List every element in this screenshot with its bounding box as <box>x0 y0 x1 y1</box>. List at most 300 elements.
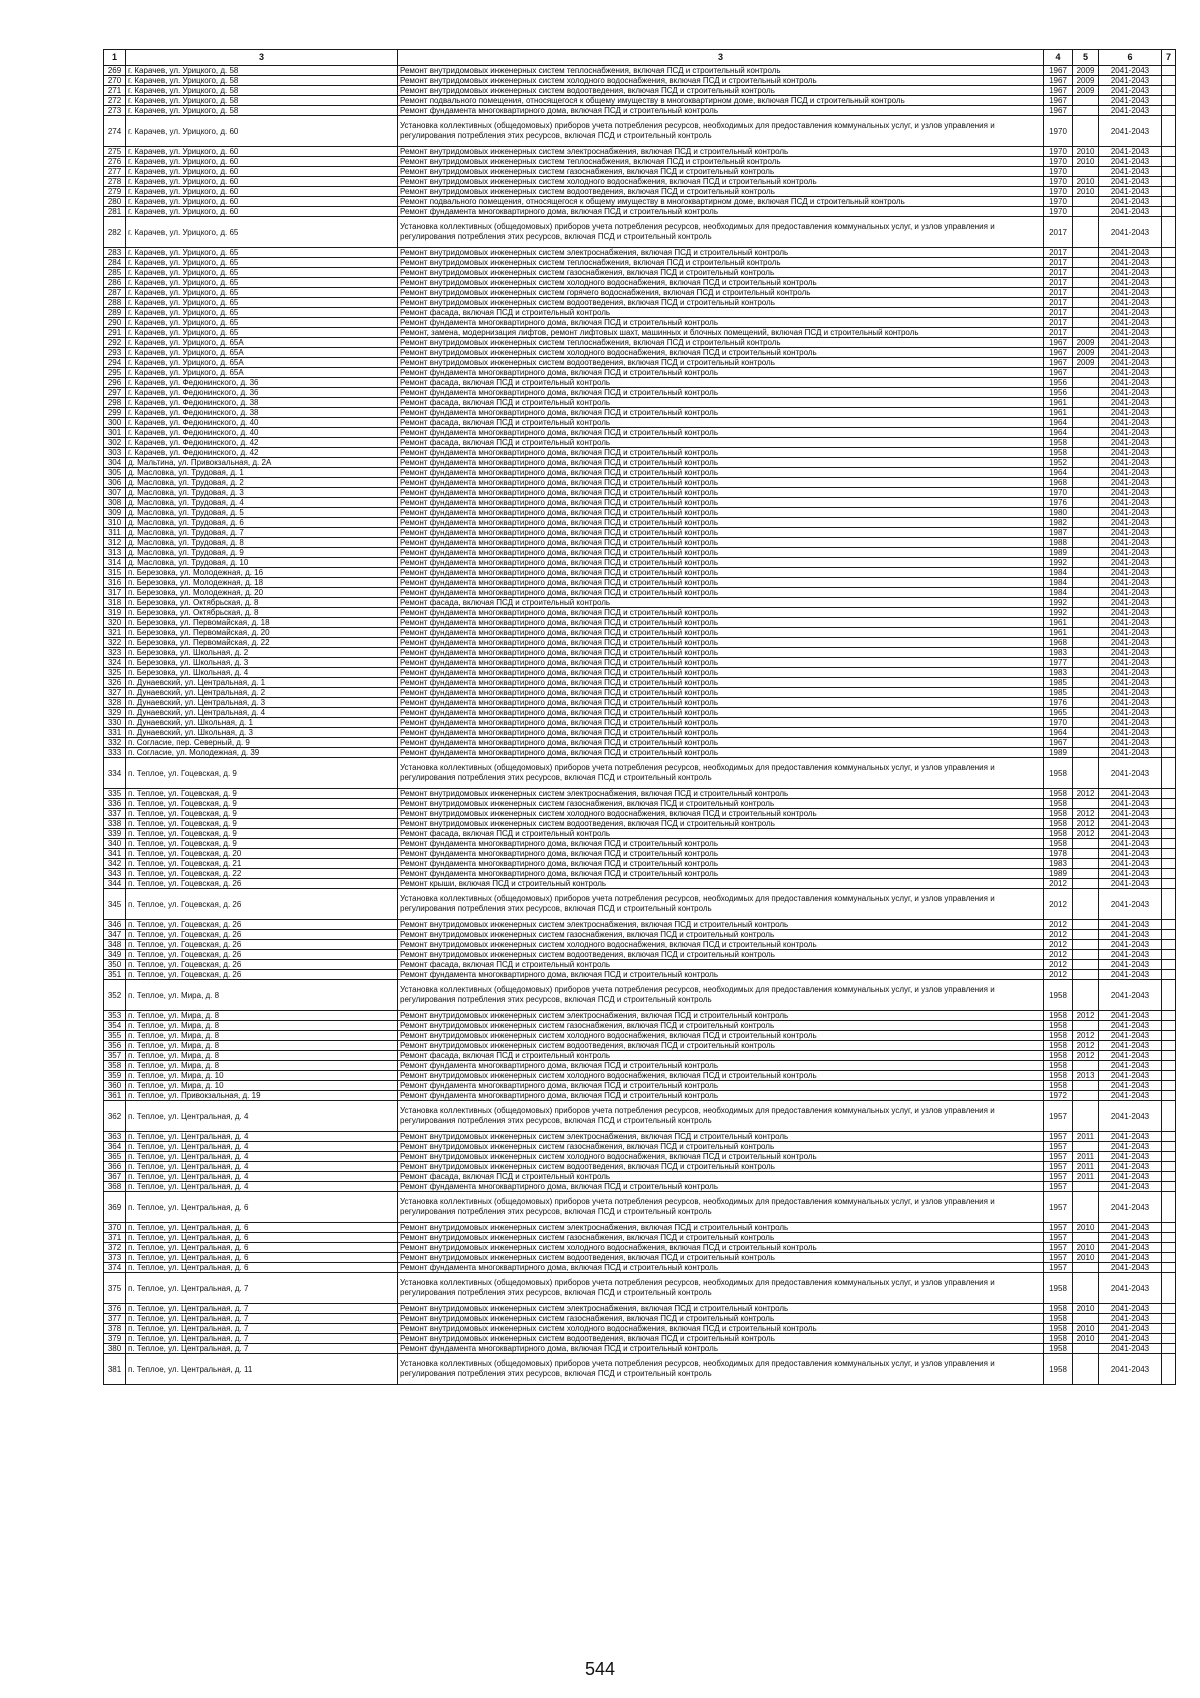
planned-period-cell: 2041-2043 <box>1099 879 1162 889</box>
year-built-cell: 2017 <box>1044 248 1073 258</box>
col7-cell <box>1162 518 1176 528</box>
row-number-cell: 290 <box>104 318 126 328</box>
planned-period-cell: 2041-2043 <box>1099 578 1162 588</box>
year-last-repair-cell <box>1073 116 1099 147</box>
row-number-cell: 279 <box>104 187 126 197</box>
work-description-cell: Ремонт внутридомовых инженерных систем теплоснабжения, включая ПСД и строительный контроль <box>398 157 1044 167</box>
row-number-cell: 360 <box>104 1081 126 1091</box>
year-last-repair-cell <box>1073 578 1099 588</box>
year-built-cell: 1983 <box>1044 668 1073 678</box>
table-row <box>104 568 1176 578</box>
table-row <box>104 829 1176 839</box>
col7-cell <box>1162 678 1176 688</box>
year-last-repair-cell <box>1073 1273 1099 1304</box>
year-last-repair-cell: 2009 <box>1073 358 1099 368</box>
year-built-cell: 1956 <box>1044 388 1073 398</box>
col7-cell <box>1162 1031 1176 1041</box>
planned-period-cell: 2041-2043 <box>1099 368 1162 378</box>
planned-period-cell: 2041-2043 <box>1099 388 1162 398</box>
work-description-cell: Ремонт фасада, включая ПСД и строительный контроль <box>398 438 1044 448</box>
year-last-repair-cell: 2012 <box>1073 1041 1099 1051</box>
work-description-cell: Ремонт фундамента многоквартирного дома, включая ПСД и строительный контроль <box>398 318 1044 328</box>
planned-period-cell: 2041-2043 <box>1099 1021 1162 1031</box>
year-last-repair-cell <box>1073 708 1099 718</box>
row-number-cell: 374 <box>104 1263 126 1273</box>
address-cell: п. Березовка, ул. Октябрьская, д. 8 <box>126 598 398 608</box>
year-built-cell: 1958 <box>1044 1031 1073 1041</box>
address-cell: г. Карачев, ул. Урицкого, д. 65А <box>126 338 398 348</box>
address-cell: п. Теплое, ул. Гоцевская, д. 22 <box>126 869 398 879</box>
col7-cell <box>1162 1071 1176 1081</box>
year-built-cell: 1970 <box>1044 187 1073 197</box>
work-description-cell: Ремонт фундамента многоквартирного дома, включая ПСД и строительный контроль <box>398 568 1044 578</box>
col7-cell <box>1162 458 1176 468</box>
year-built-cell: 1958 <box>1044 1273 1073 1304</box>
table-row <box>104 970 1176 980</box>
table-row <box>104 548 1176 558</box>
address-cell: п. Теплое, ул. Центральная, д. 4 <box>126 1162 398 1172</box>
year-built-cell: 1957 <box>1044 1101 1073 1132</box>
address-cell: д. Масловка, ул. Трудовая, д. 10 <box>126 558 398 568</box>
table-row <box>104 248 1176 258</box>
planned-period-cell: 2041-2043 <box>1099 147 1162 157</box>
table-row <box>104 1344 1176 1354</box>
col7-cell <box>1162 789 1176 799</box>
row-number-cell: 329 <box>104 708 126 718</box>
year-last-repair-cell: 2010 <box>1073 147 1099 157</box>
row-number-cell: 359 <box>104 1071 126 1081</box>
table-row <box>104 528 1176 538</box>
year-last-repair-cell <box>1073 859 1099 869</box>
table-row <box>104 1182 1176 1192</box>
work-description-cell: Установка коллективных (общедомовых) приборов учета потребления ресурсов, необходимых для предоставления коммунальных услуг, и узлов управления и регулирования потребления этих ресурсов, включая ПСД и строительный контроль <box>398 758 1044 789</box>
planned-period-cell: 2041-2043 <box>1099 1132 1162 1142</box>
address-cell: п. Теплое, ул. Гоцевская, д. 9 <box>126 839 398 849</box>
address-cell: п. Дунаевский, ул. Центральная, д. 4 <box>126 708 398 718</box>
work-description-cell: Ремонт фундамента многоквартирного дома, включая ПСД и строительный контроль <box>398 638 1044 648</box>
table-row <box>104 859 1176 869</box>
planned-period-cell: 2041-2043 <box>1099 318 1162 328</box>
address-cell: п. Теплое, ул. Гоцевская, д. 9 <box>126 809 398 819</box>
work-description-cell: Ремонт внутридомовых инженерных систем холодного водоснабжения, включая ПСД и строительный контроль <box>398 1031 1044 1041</box>
address-cell: г. Карачев, ул. Урицкого, д. 65 <box>126 288 398 298</box>
col7-cell <box>1162 1101 1176 1132</box>
address-cell: г. Карачев, ул. Урицкого, д. 60 <box>126 116 398 147</box>
year-built-cell: 1970 <box>1044 177 1073 187</box>
planned-period-cell: 2041-2043 <box>1099 76 1162 86</box>
table-row <box>104 488 1176 498</box>
planned-period-cell: 2041-2043 <box>1099 758 1162 789</box>
year-last-repair-cell <box>1073 678 1099 688</box>
year-built-cell: 1958 <box>1044 1021 1073 1031</box>
year-built-cell: 2012 <box>1044 960 1073 970</box>
planned-period-cell: 2041-2043 <box>1099 518 1162 528</box>
table-row <box>104 628 1176 638</box>
address-cell: г. Карачев, ул. Федюнинского, д. 38 <box>126 398 398 408</box>
work-description-cell: Ремонт фундамента многоквартирного дома, включая ПСД и строительный контроль <box>398 106 1044 116</box>
year-last-repair-cell <box>1073 268 1099 278</box>
col7-cell <box>1162 588 1176 598</box>
header-cell-col6: 6 <box>1099 50 1162 66</box>
col7-cell <box>1162 1233 1176 1243</box>
address-cell: п. Березовка, ул. Школьная, д. 3 <box>126 658 398 668</box>
year-last-repair-cell <box>1073 248 1099 258</box>
col7-cell <box>1162 960 1176 970</box>
year-built-cell: 1964 <box>1044 428 1073 438</box>
table-row <box>104 1243 1176 1253</box>
col7-cell <box>1162 568 1176 578</box>
year-built-cell: 1967 <box>1044 338 1073 348</box>
planned-period-cell: 2041-2043 <box>1099 1192 1162 1223</box>
work-description-cell: Ремонт внутридомовых инженерных систем электроснабжения, включая ПСД и строительный контроль <box>398 789 1044 799</box>
year-built-cell: 1983 <box>1044 859 1073 869</box>
address-cell: г. Карачев, ул. Урицкого, д. 65А <box>126 348 398 358</box>
row-number-cell: 346 <box>104 920 126 930</box>
row-number-cell: 377 <box>104 1314 126 1324</box>
address-cell: п. Теплое, ул. Центральная, д. 7 <box>126 1314 398 1324</box>
planned-period-cell: 2041-2043 <box>1099 438 1162 448</box>
planned-period-cell: 2041-2043 <box>1099 66 1162 76</box>
table-row <box>104 438 1176 448</box>
year-built-cell: 1957 <box>1044 1152 1073 1162</box>
year-last-repair-cell <box>1073 658 1099 668</box>
col7-cell <box>1162 758 1176 789</box>
row-number-cell: 307 <box>104 488 126 498</box>
row-number-cell: 354 <box>104 1021 126 1031</box>
col7-cell <box>1162 799 1176 809</box>
table-row <box>104 398 1176 408</box>
year-built-cell: 1967 <box>1044 106 1073 116</box>
planned-period-cell: 2041-2043 <box>1099 1253 1162 1263</box>
table-row <box>104 217 1176 248</box>
planned-period-cell: 2041-2043 <box>1099 869 1162 879</box>
row-number-cell: 281 <box>104 207 126 217</box>
row-number-cell: 295 <box>104 368 126 378</box>
work-description-cell: Ремонт внутридомовых инженерных систем холодного водоснабжения, включая ПСД и строительный контроль <box>398 1071 1044 1081</box>
table-row <box>104 869 1176 879</box>
row-number-cell: 321 <box>104 628 126 638</box>
year-built-cell: 1982 <box>1044 518 1073 528</box>
table-row <box>104 1061 1176 1071</box>
year-last-repair-cell <box>1073 588 1099 598</box>
year-last-repair-cell <box>1073 980 1099 1011</box>
year-last-repair-cell <box>1073 688 1099 698</box>
planned-period-cell: 2041-2043 <box>1099 1172 1162 1182</box>
row-number-cell: 269 <box>104 66 126 76</box>
address-cell: п. Теплое, ул. Центральная, д. 6 <box>126 1243 398 1253</box>
planned-period-cell: 2041-2043 <box>1099 167 1162 177</box>
col7-cell <box>1162 468 1176 478</box>
row-number-cell: 283 <box>104 248 126 258</box>
row-number-cell: 376 <box>104 1304 126 1314</box>
year-last-repair-cell: 2012 <box>1073 809 1099 819</box>
address-cell: г. Карачев, ул. Урицкого, д. 65А <box>126 368 398 378</box>
year-last-repair-cell: 2012 <box>1073 789 1099 799</box>
table-row <box>104 648 1176 658</box>
row-number-cell: 356 <box>104 1041 126 1051</box>
planned-period-cell: 2041-2043 <box>1099 638 1162 648</box>
planned-period-cell: 2041-2043 <box>1099 1233 1162 1243</box>
col7-cell <box>1162 348 1176 358</box>
header-cell-col4: 4 <box>1044 50 1073 66</box>
year-built-cell: 1961 <box>1044 408 1073 418</box>
year-built-cell: 1970 <box>1044 116 1073 147</box>
address-cell: г. Карачев, ул. Урицкого, д. 60 <box>126 207 398 217</box>
col7-cell <box>1162 920 1176 930</box>
row-number-cell: 372 <box>104 1243 126 1253</box>
row-number-cell: 293 <box>104 348 126 358</box>
table-row <box>104 368 1176 378</box>
year-built-cell: 1958 <box>1044 1081 1073 1091</box>
work-description-cell: Ремонт внутридомовых инженерных систем электроснабжения, включая ПСД и строительный контроль <box>398 1223 1044 1233</box>
year-built-cell: 2012 <box>1044 970 1073 980</box>
address-cell: г. Карачев, ул. Урицкого, д. 65 <box>126 308 398 318</box>
col7-cell <box>1162 308 1176 318</box>
planned-period-cell: 2041-2043 <box>1099 568 1162 578</box>
table-row <box>104 1334 1176 1344</box>
address-cell: п. Дунаевский, ул. Школьная, д. 1 <box>126 718 398 728</box>
year-built-cell: 1967 <box>1044 368 1073 378</box>
row-number-cell: 380 <box>104 1344 126 1354</box>
address-cell: д. Масловка, ул. Трудовая, д. 2 <box>126 478 398 488</box>
address-cell: п. Теплое, ул. Гоцевская, д. 26 <box>126 940 398 950</box>
work-description-cell: Установка коллективных (общедомовых) приборов учета потребления ресурсов, необходимых для предоставления коммунальных услуг, и узлов управления и регулирования потребления этих ресурсов, включая ПСД и строительный контроль <box>398 980 1044 1011</box>
table-row <box>104 598 1176 608</box>
col7-cell <box>1162 1061 1176 1071</box>
year-built-cell: 2012 <box>1044 950 1073 960</box>
address-cell: г. Карачев, ул. Урицкого, д. 58 <box>126 76 398 86</box>
year-last-repair-cell <box>1073 1344 1099 1354</box>
year-built-cell: 1957 <box>1044 1263 1073 1273</box>
planned-period-cell: 2041-2043 <box>1099 748 1162 758</box>
table-row <box>104 879 1176 889</box>
row-number-cell: 330 <box>104 718 126 728</box>
col7-cell <box>1162 278 1176 288</box>
col7-cell <box>1162 1192 1176 1223</box>
col7-cell <box>1162 930 1176 940</box>
row-number-cell: 323 <box>104 648 126 658</box>
address-cell: г. Карачев, ул. Федюнинского, д. 38 <box>126 408 398 418</box>
address-cell: д. Масловка, ул. Трудовая, д. 7 <box>126 528 398 538</box>
planned-period-cell: 2041-2043 <box>1099 478 1162 488</box>
address-cell: г. Карачев, ул. Урицкого, д. 58 <box>126 66 398 76</box>
table-row <box>104 298 1176 308</box>
planned-period-cell: 2041-2043 <box>1099 508 1162 518</box>
address-cell: п. Теплое, ул. Центральная, д. 7 <box>126 1334 398 1344</box>
row-number-cell: 369 <box>104 1192 126 1223</box>
year-last-repair-cell <box>1073 1314 1099 1324</box>
address-cell: г. Карачев, ул. Федюнинского, д. 42 <box>126 448 398 458</box>
planned-period-cell: 2041-2043 <box>1099 1263 1162 1273</box>
address-cell: г. Карачев, ул. Урицкого, д. 65 <box>126 258 398 268</box>
row-number-cell: 342 <box>104 859 126 869</box>
year-last-repair-cell <box>1073 668 1099 678</box>
row-number-cell: 287 <box>104 288 126 298</box>
col7-cell <box>1162 889 1176 920</box>
row-number-cell: 373 <box>104 1253 126 1263</box>
col7-cell <box>1162 147 1176 157</box>
year-built-cell: 1961 <box>1044 628 1073 638</box>
planned-period-cell: 2041-2043 <box>1099 328 1162 338</box>
address-cell: п. Теплое, ул. Привокзальная, д. 19 <box>126 1091 398 1101</box>
planned-period-cell: 2041-2043 <box>1099 1162 1162 1172</box>
address-cell: г. Карачев, ул. Урицкого, д. 58 <box>126 96 398 106</box>
col7-cell <box>1162 1172 1176 1182</box>
table-row <box>104 718 1176 728</box>
year-last-repair-cell <box>1073 1263 1099 1273</box>
year-built-cell: 2012 <box>1044 879 1073 889</box>
table-row <box>104 428 1176 438</box>
work-description-cell: Ремонт внутридомовых инженерных систем электроснабжения, включая ПСД и строительный контроль <box>398 1011 1044 1021</box>
address-cell: п. Теплое, ул. Центральная, д. 4 <box>126 1132 398 1142</box>
year-last-repair-cell <box>1073 608 1099 618</box>
col7-cell <box>1162 177 1176 187</box>
table-row <box>104 789 1176 799</box>
year-last-repair-cell: 2009 <box>1073 76 1099 86</box>
col7-cell <box>1162 106 1176 116</box>
planned-period-cell: 2041-2043 <box>1099 588 1162 598</box>
year-last-repair-cell: 2009 <box>1073 66 1099 76</box>
table-row <box>104 116 1176 147</box>
table-row <box>104 258 1176 268</box>
table-row <box>104 508 1176 518</box>
address-cell: д. Масловка, ул. Трудовая, д. 1 <box>126 468 398 478</box>
address-cell: п. Теплое, ул. Центральная, д. 11 <box>126 1354 398 1385</box>
year-built-cell: 1958 <box>1044 1061 1073 1071</box>
table-row <box>104 638 1176 648</box>
work-description-cell: Установка коллективных (общедомовых) приборов учета потребления ресурсов, необходимых для предоставления коммунальных услуг, и узлов управления и регулирования потребления этих ресурсов, включая ПСД и строительный контроль <box>398 1101 1044 1132</box>
address-cell: д. Масловка, ул. Трудовая, д. 6 <box>126 518 398 528</box>
year-built-cell: 1958 <box>1044 809 1073 819</box>
planned-period-cell: 2041-2043 <box>1099 1223 1162 1233</box>
table-row <box>104 950 1176 960</box>
year-built-cell: 1958 <box>1044 819 1073 829</box>
col7-cell <box>1162 1314 1176 1324</box>
address-cell: г. Карачев, ул. Федюнинского, д. 36 <box>126 388 398 398</box>
year-last-repair-cell <box>1073 758 1099 789</box>
table-row <box>104 1223 1176 1233</box>
address-cell: п. Теплое, ул. Центральная, д. 4 <box>126 1142 398 1152</box>
work-description-cell: Ремонт фундамента многоквартирного дома, включая ПСД и строительный контроль <box>398 508 1044 518</box>
table-row <box>104 608 1176 618</box>
year-built-cell: 1964 <box>1044 418 1073 428</box>
col7-cell <box>1162 1132 1176 1142</box>
planned-period-cell: 2041-2043 <box>1099 268 1162 278</box>
year-last-repair-cell <box>1073 498 1099 508</box>
address-cell: п. Березовка, ул. Первомайская, д. 20 <box>126 628 398 638</box>
address-cell: п. Теплое, ул. Центральная, д. 6 <box>126 1223 398 1233</box>
table-row <box>104 678 1176 688</box>
col7-cell <box>1162 258 1176 268</box>
planned-period-cell: 2041-2043 <box>1099 889 1162 920</box>
year-built-cell: 1992 <box>1044 608 1073 618</box>
table-row <box>104 920 1176 930</box>
row-number-cell: 305 <box>104 468 126 478</box>
planned-period-cell: 2041-2043 <box>1099 418 1162 428</box>
work-description-cell: Ремонт внутридомовых инженерных систем электроснабжения, включая ПСД и строительный контроль <box>398 147 1044 157</box>
row-number-cell: 352 <box>104 980 126 1011</box>
table-row <box>104 1132 1176 1142</box>
col7-cell <box>1162 1334 1176 1344</box>
year-built-cell: 1958 <box>1044 448 1073 458</box>
address-cell: д. Масловка, ул. Трудовая, д. 9 <box>126 548 398 558</box>
planned-period-cell: 2041-2043 <box>1099 488 1162 498</box>
address-cell: п. Теплое, ул. Гоцевская, д. 9 <box>126 758 398 789</box>
year-last-repair-cell: 2010 <box>1073 157 1099 167</box>
work-description-cell: Ремонт фасада, включая ПСД и строительный контроль <box>398 829 1044 839</box>
table-row <box>104 1031 1176 1041</box>
work-description-cell: Установка коллективных (общедомовых) приборов учета потребления ресурсов, необходимых для предоставления коммунальных услуг, и узлов управления и регулирования потребления этих ресурсов, включая ПСД и строительный контроль <box>398 1273 1044 1304</box>
row-number-cell: 299 <box>104 408 126 418</box>
row-number-cell: 277 <box>104 167 126 177</box>
year-built-cell: 2017 <box>1044 278 1073 288</box>
row-number-cell: 322 <box>104 638 126 648</box>
year-last-repair-cell <box>1073 288 1099 298</box>
planned-period-cell: 2041-2043 <box>1099 157 1162 167</box>
row-number-cell: 280 <box>104 197 126 207</box>
work-description-cell: Ремонт фундамента многоквартирного дома, включая ПСД и строительный контроль <box>398 207 1044 217</box>
year-built-cell: 2017 <box>1044 328 1073 338</box>
col7-cell <box>1162 187 1176 197</box>
year-last-repair-cell <box>1073 799 1099 809</box>
address-cell: п. Березовка, ул. Первомайская, д. 18 <box>126 618 398 628</box>
planned-period-cell: 2041-2043 <box>1099 187 1162 197</box>
address-cell: п. Теплое, ул. Центральная, д. 7 <box>126 1324 398 1334</box>
year-last-repair-cell: 2010 <box>1073 177 1099 187</box>
col7-cell <box>1162 839 1176 849</box>
planned-period-cell: 2041-2043 <box>1099 920 1162 930</box>
work-description-cell: Ремонт внутридомовых инженерных систем водоотведения, включая ПСД и строительный контроль <box>398 819 1044 829</box>
work-description-cell: Ремонт фундамента многоквартирного дома, включая ПСД и строительный контроль <box>398 1091 1044 1101</box>
year-last-repair-cell <box>1073 638 1099 648</box>
address-cell: п. Теплое, ул. Гоцевская, д. 26 <box>126 960 398 970</box>
year-last-repair-cell: 2010 <box>1073 1243 1099 1253</box>
work-description-cell: Ремонт подвального помещения, относящегося к общему имуществу в многоквартирном доме, включая ПСД и строительный контроль <box>398 96 1044 106</box>
address-cell: г. Карачев, ул. Урицкого, д. 60 <box>126 177 398 187</box>
address-cell: п. Теплое, ул. Гоцевская, д. 26 <box>126 920 398 930</box>
table-row <box>104 809 1176 819</box>
col7-cell <box>1162 1243 1176 1253</box>
year-built-cell: 1967 <box>1044 358 1073 368</box>
header-cell-address: 3 <box>126 50 398 66</box>
address-cell: п. Теплое, ул. Центральная, д. 4 <box>126 1172 398 1182</box>
col7-cell <box>1162 809 1176 819</box>
row-number-cell: 302 <box>104 438 126 448</box>
table-row <box>104 1101 1176 1132</box>
row-number-cell: 350 <box>104 960 126 970</box>
year-built-cell: 2017 <box>1044 308 1073 318</box>
year-last-repair-cell <box>1073 298 1099 308</box>
year-built-cell: 1958 <box>1044 799 1073 809</box>
table-row <box>104 618 1176 628</box>
col7-cell <box>1162 718 1176 728</box>
col7-cell <box>1162 698 1176 708</box>
row-number-cell: 289 <box>104 308 126 318</box>
year-last-repair-cell <box>1073 698 1099 708</box>
year-built-cell: 1968 <box>1044 478 1073 488</box>
year-built-cell: 1984 <box>1044 588 1073 598</box>
table-row <box>104 940 1176 950</box>
table-row <box>104 86 1176 96</box>
year-built-cell: 2017 <box>1044 217 1073 248</box>
work-description-cell: Ремонт фундамента многоквартирного дома, включая ПСД и строительный контроль <box>398 558 1044 568</box>
year-last-repair-cell <box>1073 1061 1099 1071</box>
planned-period-cell: 2041-2043 <box>1099 1041 1162 1051</box>
address-cell: п. Теплое, ул. Мира, д. 8 <box>126 980 398 1011</box>
table-row <box>104 728 1176 738</box>
year-last-repair-cell <box>1073 308 1099 318</box>
row-number-cell: 309 <box>104 508 126 518</box>
